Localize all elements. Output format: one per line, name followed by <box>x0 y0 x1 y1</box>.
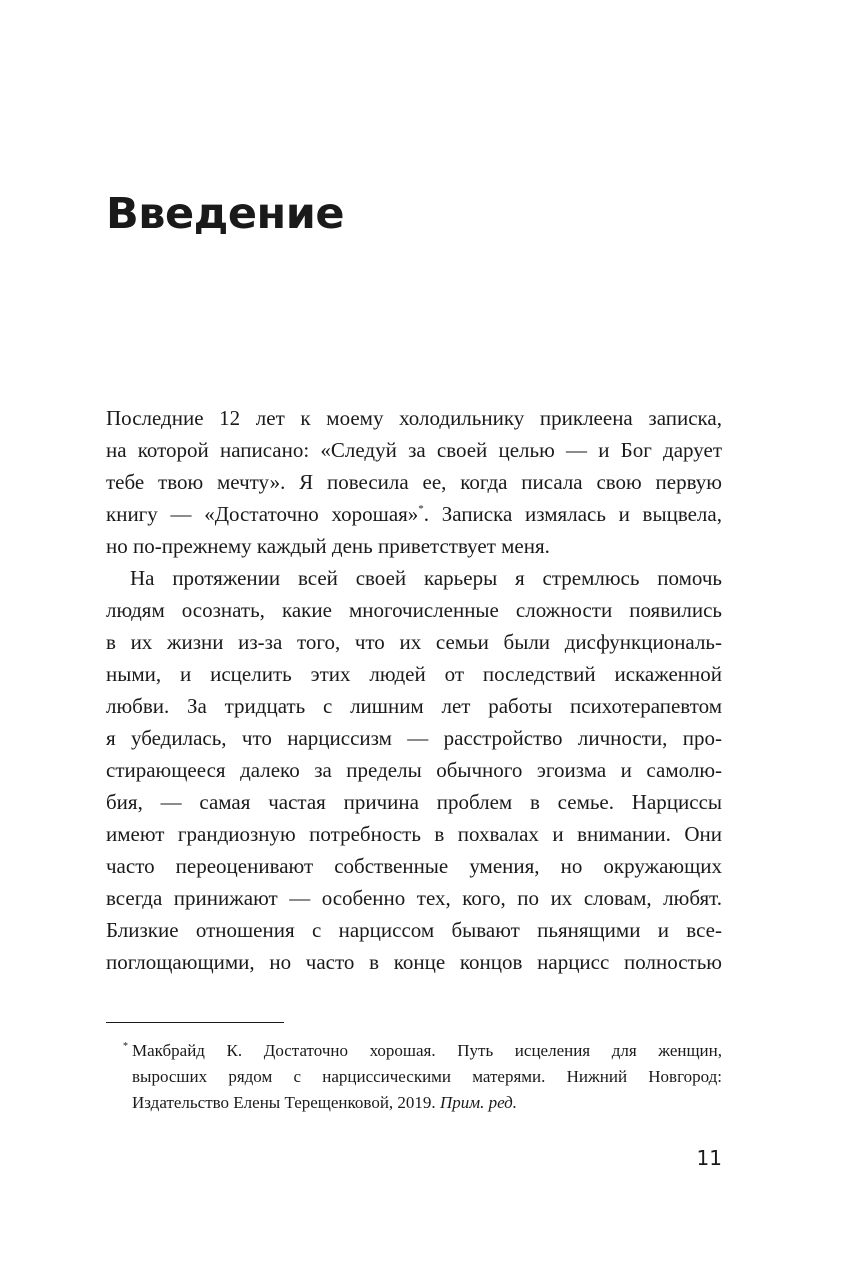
body-text <box>106 402 722 978</box>
footnote-divider <box>106 1022 284 1023</box>
paragraph-1-line-4-end: . Записка измялась и выцвела, <box>423 502 722 526</box>
page-number: 11 <box>696 1146 722 1170</box>
paragraph-1-line-2: на которой написано: «Следуй за своей целью — и Бог дарует <box>106 438 722 462</box>
paragraph-1-line-1: Последние 12 лет к моему холодильнику приклеена записка, <box>106 406 722 430</box>
footnote-marker: * <box>123 1041 128 1052</box>
paragraph-2-line-5: любви. За тридцать с лишним лет работы психотерапевтом <box>106 694 722 718</box>
paragraph-2-line-1: На протяжении всей своей карьеры я стремлюсь помочь <box>130 566 722 590</box>
editor-note: Прим. ред. <box>439 1093 518 1112</box>
paragraph-2-line-13: поглощающими, но часто в конце концов нарцисс полностью <box>106 950 722 974</box>
paragraph-2-line-12: Близкие отношения с нарциссом бывают пьянящими и все- <box>106 918 722 942</box>
paragraph-1-line-4-start: книгу — «Достаточно хорошая» <box>106 502 419 526</box>
paragraph-2-line-11: всегда принижают — особенно тех, кого, по их словам, любят. <box>106 886 722 910</box>
paragraph-2-line-9: имеют грандиозную потребность в похвалах и внимании. Они <box>106 822 722 846</box>
paragraph-1-line-3: тебе твою мечту». Я повесила ее, когда писала свою первую <box>106 470 722 494</box>
paragraph-2-line-6: я убедилась, что нарциссизм — расстройство личности, про- <box>106 726 722 750</box>
paragraph-2-line-7: стирающееся далеко за пределы обычного эгоизма и самолю- <box>106 758 722 782</box>
footnote-line-3 <box>106 1090 722 1116</box>
footnote <box>106 1038 722 1116</box>
paragraph-1-line-5: но по-прежнему каждый день приветствует меня. <box>106 534 550 558</box>
paragraph-2-line-2: людям осознать, какие многочисленные сложности появились <box>106 598 722 622</box>
chapter-title: Введение <box>106 189 345 239</box>
footnote-reference-marker: * <box>418 503 424 515</box>
paragraph-2-line-8: бия, — самая частая причина проблем в семье. Нарциссы <box>106 790 722 814</box>
footnote-line-3-text: Издательство Елены Терещенковой, 2019. <box>132 1093 440 1112</box>
footnote-line-2: выросших рядом с нарциссическими матерями. Нижний Новгород: <box>132 1067 722 1086</box>
paragraph-1-line-4 <box>106 498 722 530</box>
footnote-line-1 <box>106 1038 722 1064</box>
footnote-line-1-text: Макбрайд К. Достаточно хорошая. Путь исцеления для женщин, <box>132 1041 722 1060</box>
paragraph-2-line-3: в их жизни из-за того, что их семьи были дисфункциональ- <box>106 630 722 654</box>
paragraph-2-line-4: ными, и исцелить этих людей от последствий искаженной <box>106 662 722 686</box>
paragraph-2-line-10: часто переоценивают собственные умения, но окружающих <box>106 854 722 878</box>
